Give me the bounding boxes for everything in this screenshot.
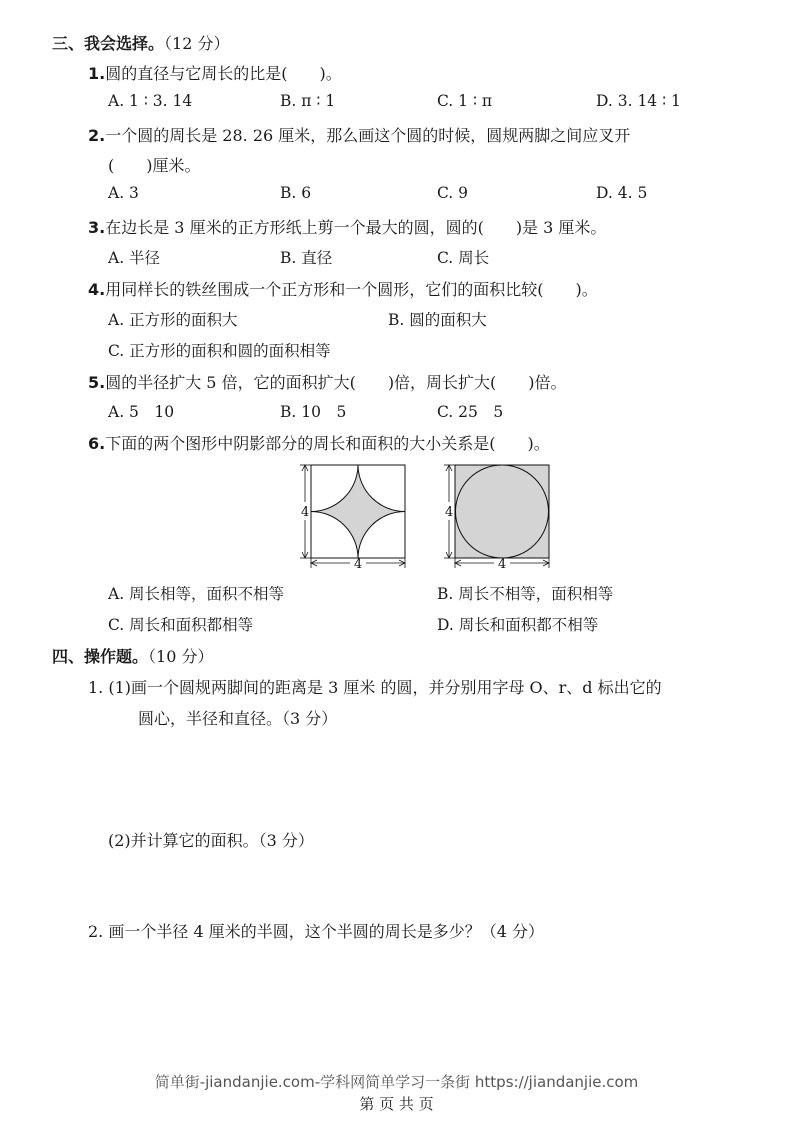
section4-q1-line2: 圆心，半径和直径。（3 分） — [138, 709, 338, 728]
q1-option-b: B. π ∶ 1 — [280, 92, 336, 110]
q4-option-a: A. 正方形的面积大 — [108, 311, 238, 329]
question-6-number: 6. — [88, 434, 106, 453]
q6-option-b: B. 周长不相等，面积相等 — [437, 585, 614, 603]
figure1-bottom-label: 4 — [354, 557, 363, 570]
question-2-text: 一个圆的周长是 28. 26 厘米，那么画这个圆的时候，圆规两脚之间应叉开 — [105, 126, 631, 145]
section4-q1-line1: 1. (1)画一个圆规两脚间的距离是 3 厘米 的圆，并分别用字母 O、r、d 标出它的 — [88, 678, 662, 697]
q3-option-c: C. 周长 — [437, 249, 490, 267]
question-5-number: 5. — [88, 373, 106, 392]
q2-option-d: D. 4. 5 — [596, 184, 648, 202]
q6-option-d: D. 周长和面积都不相等 — [437, 616, 599, 634]
q5-option-b: B. 10 5 — [280, 403, 347, 421]
question-5-text: 圆的半径扩大 5 倍，它的面积扩大( )倍，周长扩大( )倍。 — [105, 373, 567, 392]
question-5 — [88, 370, 567, 393]
section4-q1-part2: (2)并计算它的面积。（3 分） — [108, 831, 314, 850]
q2-option-c: C. 9 — [437, 184, 469, 202]
figure1-shaded-region — [311, 465, 405, 558]
question-1 — [88, 61, 342, 84]
section4-points: （10 分） — [148, 647, 214, 666]
q4-option-c: C. 正方形的面积和圆的面积相等 — [108, 342, 331, 360]
section4-heading — [52, 644, 213, 667]
q4-option-b: B. 圆的面积大 — [388, 311, 487, 329]
q6-option-a: A. 周长相等，面积不相等 — [108, 585, 285, 603]
figure2-side-label: 4 — [445, 505, 454, 520]
question-3-text: 在边长是 3 厘米的正方形纸上剪一个最大的圆，圆的( )是 3 厘米。 — [105, 218, 607, 237]
question-4 — [88, 277, 598, 300]
q3-option-b: B. 直径 — [280, 249, 333, 267]
q6-option-c: C. 周长和面积都相等 — [108, 616, 254, 634]
figure-double-semicircle-square — [436, 460, 558, 570]
q3-option-a: A. 半径 — [108, 249, 161, 267]
footer-watermark: 简单街-jiandanjie.com-学科网简单学习一条街 https://jiandanjie.com — [154, 1073, 639, 1091]
question-6 — [88, 431, 550, 454]
question-2 — [88, 123, 630, 146]
question-2-text-continued: ( )厘米。 — [108, 156, 201, 175]
section3-title: 三、我会选择。 — [52, 34, 165, 53]
q2-option-b: B. 6 — [280, 184, 312, 202]
q1-option-c: C. 1 ∶ π — [437, 92, 493, 110]
question-4-text: 用同样长的铁丝围成一个正方形和一个圆形，它们的面积比较( )。 — [105, 280, 598, 299]
section3-points: （12 分） — [164, 34, 230, 53]
q5-option-c: C. 25 5 — [437, 403, 504, 421]
figure2-bottom-label: 4 — [498, 557, 507, 570]
section3-heading — [52, 31, 229, 54]
question-1-text: 圆的直径与它周长的比是( )。 — [105, 64, 342, 83]
section4-title: 四、操作题。 — [52, 647, 149, 666]
question-2-number: 2. — [88, 126, 106, 145]
section4-q2: 2. 画一个半径 4 厘米的半圆，这个半圆的周长是多少？（4 分） — [88, 922, 544, 941]
question-6-text: 下面的两个图形中阴影部分的周长和面积的大小关系是( )。 — [105, 434, 550, 453]
q1-option-d: D. 3. 14 ∶ 1 — [596, 92, 681, 110]
footer-page-number: 第 页 共 页 — [359, 1095, 434, 1113]
question-3-number: 3. — [88, 218, 106, 237]
figure1-side-label: 4 — [301, 505, 310, 520]
question-3 — [88, 215, 606, 238]
question-1-number: 1. — [88, 64, 106, 83]
question-4-number: 4. — [88, 280, 106, 299]
q2-option-a: A. 3 — [108, 184, 139, 202]
q5-option-a: A. 5 10 — [108, 403, 175, 421]
q1-option-a: A. 1 ∶ 3. 14 — [108, 92, 193, 110]
figure-astroid-square — [292, 460, 414, 570]
